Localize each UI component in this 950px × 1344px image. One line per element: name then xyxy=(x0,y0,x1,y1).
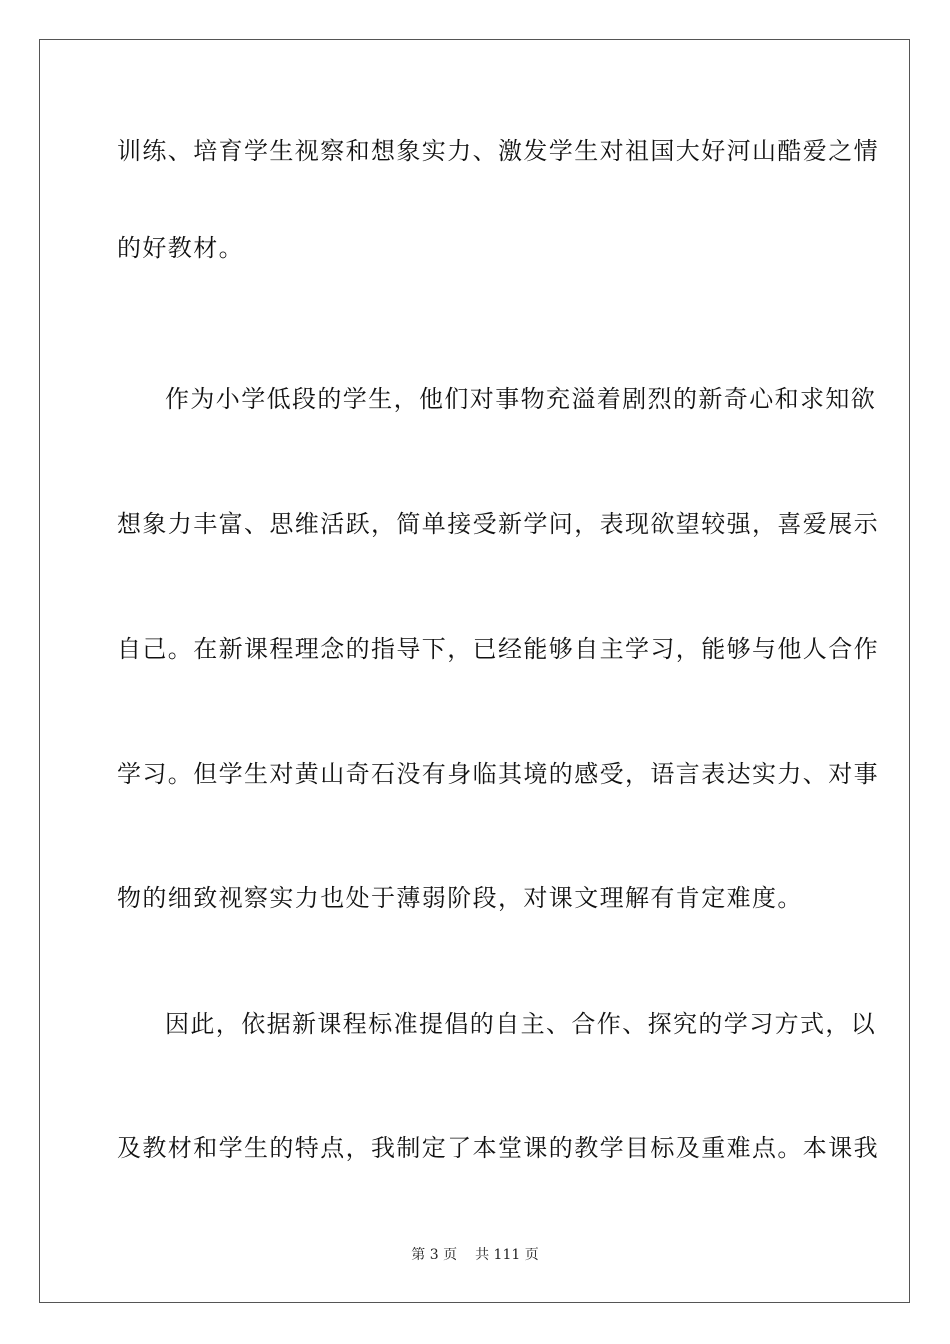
page-footer xyxy=(0,1246,950,1264)
text-line-7: 物的细致视察实力也处于薄弱阶段，对课文理解有肯定难度。 xyxy=(117,884,803,912)
text-line-9: 及教材和学生的特点，我制定了本堂课的教学目标及重难点。本课我 xyxy=(117,1134,879,1162)
text-line-8: 因此，依据新课程标准提倡的自主、合作、探究的学习方式，以 xyxy=(165,1010,877,1038)
text-line-6: 学习。但学生对黄山奇石没有身临其境的感受，语言表达实力、对事 xyxy=(117,760,879,788)
text-line-4: 想象力丰富、思维活跃，简单接受新学问，表现欲望较强，喜爱展示 xyxy=(117,510,879,538)
text-line-5: 自己。在新课程理念的指导下，已经能够自主学习，能够与他人合作 xyxy=(117,635,879,663)
text-line-3: 作为小学低段的学生，他们对事物充溢着剧烈的新奇心和求知欲 xyxy=(165,385,877,413)
text-line-1: 训练、培育学生视察和想象实力、激发学生对祖国大好河山酷爱之情 xyxy=(117,137,879,165)
page-total: 共 111 页 xyxy=(475,1247,539,1263)
page-number: 第 3 页 xyxy=(411,1247,458,1263)
text-line-2: 的好教材。 xyxy=(117,234,244,262)
page-border xyxy=(39,39,910,1303)
